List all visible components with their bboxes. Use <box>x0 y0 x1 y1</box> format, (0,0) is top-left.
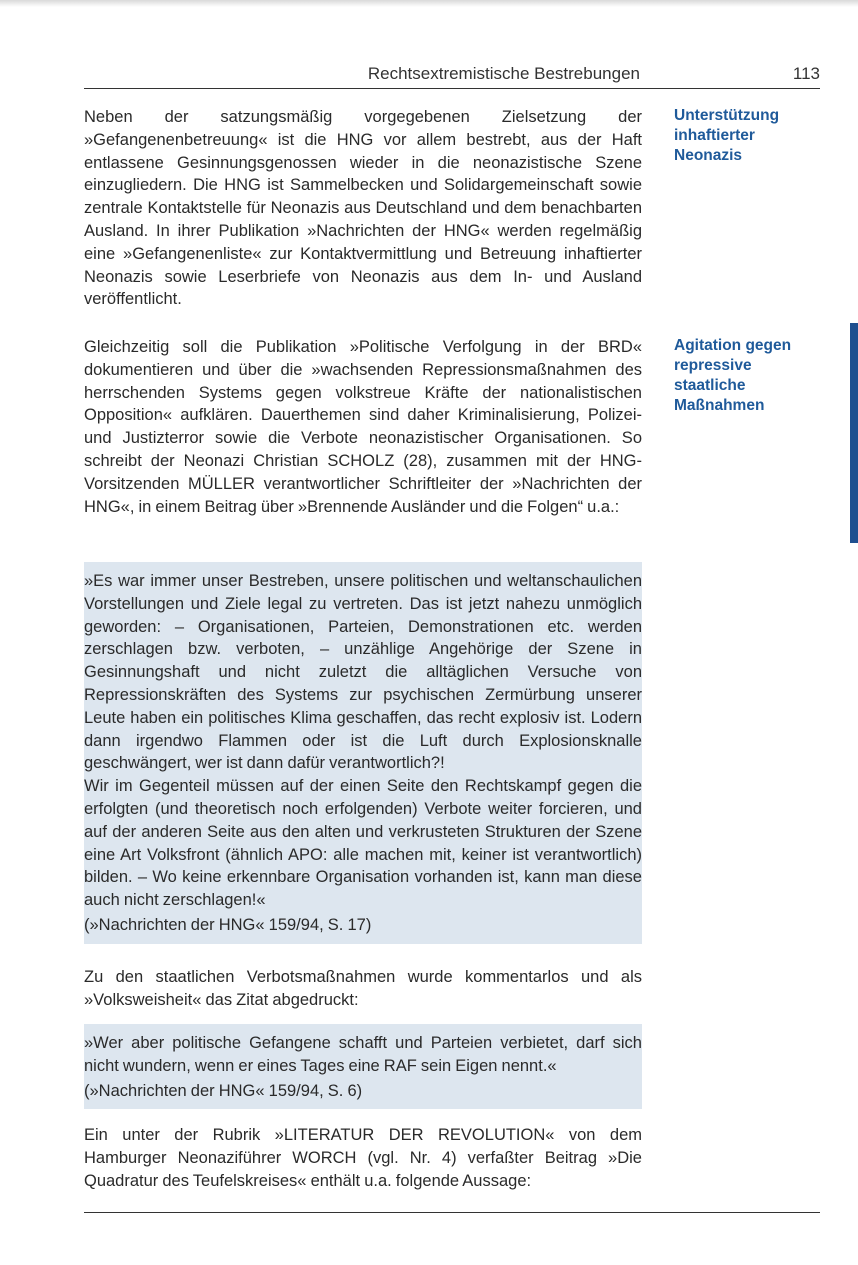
paragraph-worch-article: Ein unter der Rubrik »LITERATUR DER REVOLUTION« von dem Hamburger Neonaziführer WORCH (vgl. Nr. 4) verfaßter Beitrag »Die Quadratur des Teufelskreises« enthält u.a. folgende Aussage: <box>84 1126 642 1190</box>
page-header <box>84 64 820 86</box>
page-number: 113 <box>792 64 820 83</box>
quote-block-scholz <box>84 562 642 944</box>
quote-paragraph: »Wer aber politische Gefangene schafft und Parteien verbietet, darf sich nicht wundern, wenn er eines Tages eine RAF sein Eigen nennt.« <box>84 1034 642 1075</box>
side-note-agitation: Agitation gegen repressive staatliche Maßnahmen <box>674 337 792 414</box>
paragraph-persecution-publication: Gleichzeitig soll die Publikation »Politische Verfolgung in der BRD« dokumentieren und über die »wachsenden Repressionsmaßnahmen des herrschenden Systems gegen volkstreue Kräfte der nationalistischen Opposition« aufklären. Dauerthemen sind daher Kriminalisierung, Polizei- und Justizterror sowie die Verbote neonazistischer Organisationen. So schreibt der Neonazi Christian SCHOLZ (28), zusammen mit der HNG-Vorsitzenden MÜLLER verantwortlicher Schriftleiter der »Nachrichten der HNG«, in einem Beitrag über »Brennende Ausländer und die Folgen“ u.a.: <box>84 338 642 516</box>
paragraph-volksweisheit: Zu den staatlichen Verbotsmaßnahmen wurde kommentarlos und als »Volksweisheit« das Zitat abgedruckt: <box>84 968 642 1009</box>
quote-paragraph: »Es war immer unser Bestreben, unsere politischen und weltanschaulichen Vorstellungen und Ziele legal zu vertreten. Das ist jetzt nahezu unmöglich geworden: – Organisationen, Parteien, Demonstrationen etc. werden zerschlagen bzw. verboten, – unzählige Angehörige der Szene in Gesinnungshaft und nicht zuletzt die alltäglichen Versuche von Repressionskräften des Systems zur psychischen Zermürbung unserer Leute haben ein politisches Klima geschaffen, das recht explosiv ist. Lodern dann irgendwo Flammen oder ist die Luft durch Explosionsknalle geschwängert, wer ist dann dafür verantwortlich?! <box>84 572 642 773</box>
quote-block-raf <box>84 1024 642 1109</box>
scan-top-shadow <box>0 0 858 7</box>
quote-citation: (»Nachrichten der HNG« 159/94, S. 6) <box>84 1081 363 1100</box>
chapter-thumb-tab <box>850 323 858 543</box>
paragraph-hng-goals: Neben der satzungsmäßig vorgegebenen Zielsetzung der »Gefangenenbetreuung« ist die HNG vor allem bestrebt, aus der Haft entlassene Gesinnungsgenossen wieder in die neonazistische Szene einzugliedern. Die HNG ist Sammelbecken und Solidargemeinschaft sowie zentrale Kontaktstelle für Neonazis aus Deutschland und dem benachbarten Ausland. In ihrer Publikation »Nachrichten der HNG« werden regelmäßig eine »Gefangenenliste« zur Kontaktvermittlung und Betreuung inhaftierter Neonazis sowie Leserbriefe von Neonazis aus dem In- und Ausland veröffentlicht. <box>84 108 642 309</box>
footer-divider <box>84 1212 820 1213</box>
side-note-support: Unterstützung inhaftierter Neonazis <box>674 107 780 164</box>
running-header-title: Rechtsextremistische Bestrebungen <box>367 64 640 83</box>
quote-citation: (»Nachrichten der HNG« 159/94, S. 17) <box>84 915 372 934</box>
quote-paragraph: Wir im Gegenteil müssen auf der einen Seite den Rechtskampf gegen die erfolgten (und theoretisch noch erfolgenden) Verbote weiter forcieren, und auf der anderen Seite aus den alten und verkrusteten Strukturen der Szene eine Art Volksfront (ähnlich APO: alle machen mit, keiner ist verantwortlich) bilden. – Wo keine erkennbare Organisation vorhanden ist, kann man diese auch nicht zerschlagen!« <box>84 777 642 910</box>
header-divider <box>84 88 820 89</box>
